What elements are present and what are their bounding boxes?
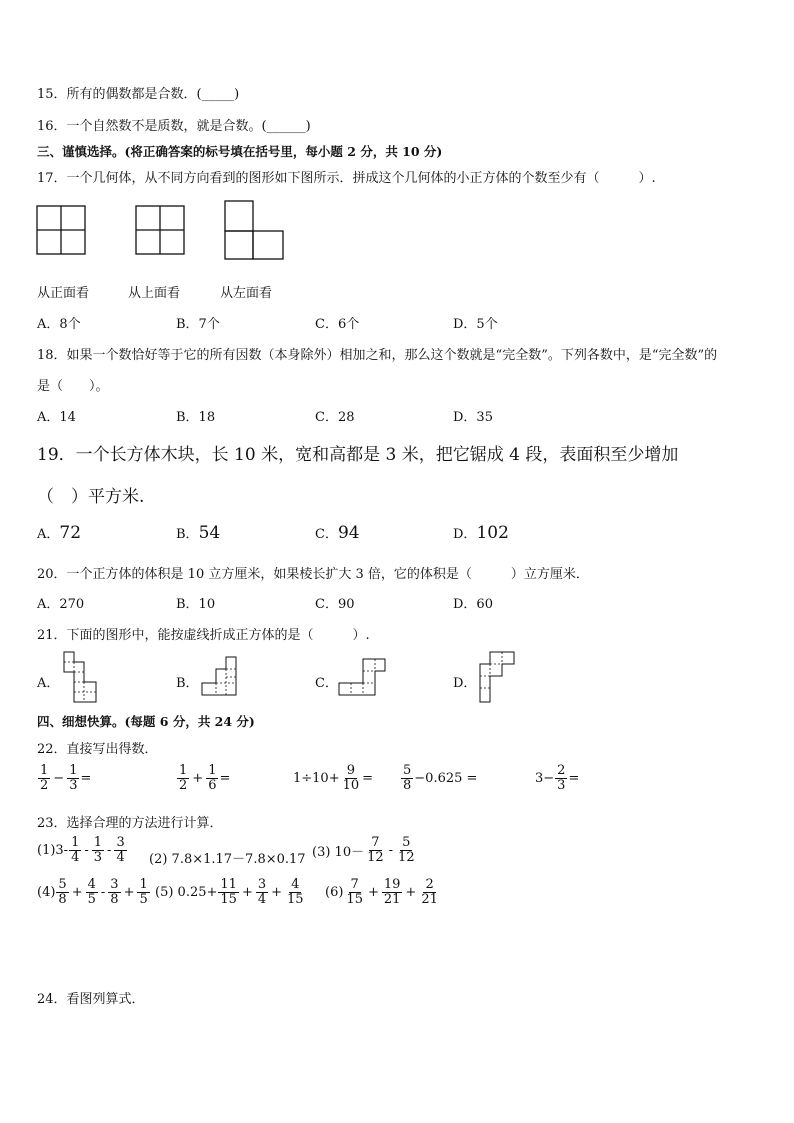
denominator: 3 (69, 777, 78, 793)
operator: - (388, 842, 394, 858)
operator: + (71, 884, 83, 900)
denominator: 4 (71, 849, 80, 865)
q20-option-a[interactable]: A．270 (37, 597, 85, 612)
prefix: (3) 10－ (312, 844, 365, 860)
question-21: 21．下面的图形中，能按虚线折成正方体的是（ ）. (37, 628, 370, 643)
q20-option-c[interactable]: C．90 (315, 597, 355, 612)
q17-option-c[interactable]: C．6个 (315, 317, 360, 332)
q21-option-b-label[interactable]: B． (176, 676, 199, 691)
q19-option-c-value: 94 (337, 523, 360, 543)
denominator: 12 (367, 849, 384, 865)
left-view-figure (224, 200, 286, 262)
numerator: 19 (383, 877, 401, 892)
q20-option-d[interactable]: D．60 (453, 597, 493, 612)
q18-option-b[interactable]: B．18 (176, 410, 216, 425)
prefix: (5) 0.25+ (155, 884, 218, 900)
operator: + (241, 884, 253, 900)
question-18-line2: 是（ ）。 (37, 379, 109, 394)
q19-option-b-label: B． (176, 527, 199, 542)
numerator: 5 (403, 763, 412, 778)
question-16: 16．一个自然数不是质数，就是合数。(______) (37, 119, 311, 134)
prefix: 3− (535, 770, 555, 786)
q23-problem-1 (37, 836, 128, 864)
q22-expression-3 (293, 764, 373, 792)
denominator: 8 (110, 891, 119, 907)
q22-expression-4 (400, 764, 477, 792)
numerator: 11 (220, 877, 237, 892)
denominator: 15 (346, 891, 363, 907)
numerator: 7 (350, 877, 359, 892)
numerator: 1 (179, 763, 188, 778)
question-19-line1: 19．一个长方体木块，长 10 米，宽和高都是 3 米，把它锯成 4 段，表面积至少增加 (37, 445, 679, 465)
label-front-view: 从正面看 (37, 286, 90, 301)
q23-problem-5 (155, 878, 307, 906)
numerator: 2 (425, 877, 434, 892)
q19-option-d-label: D． (453, 527, 477, 542)
q19-option-a[interactable] (37, 523, 81, 543)
equals: = (568, 770, 580, 786)
numerator: 1 (40, 763, 49, 778)
q17-option-d[interactable]: D．5个 (453, 317, 498, 332)
numerator: 1 (69, 763, 78, 778)
operator: + (405, 884, 417, 900)
numerator: 1 (93, 835, 103, 850)
question-20: 20．一个正方体的体积是 10 立方厘米，如果棱长扩大 3 倍，它的体积是（ ）立方厘米． (37, 567, 589, 582)
numerator: 9 (346, 763, 356, 778)
operator: - (100, 884, 106, 900)
operator: + (271, 884, 283, 900)
q19-option-a-value: 72 (59, 523, 82, 543)
net-figure-b[interactable] (200, 655, 242, 699)
denominator: 2 (179, 777, 188, 793)
q22-expression-2 (176, 764, 230, 792)
suffix: −0.625 = (414, 770, 478, 786)
question-18-line1: 18．如果一个数恰好等于它的所有因数（本身除外）相加之和，那么这个数就是“完全数”。下列各数中，是“完全数”的 (37, 348, 718, 363)
q19-option-a-label: A． (37, 527, 60, 542)
section-3-heading: 三、谨慎选择。(将正确答案的标号填在括号里，每小题 2 分，共 10 分) (37, 144, 443, 159)
denominator: 15 (287, 891, 304, 907)
section-4-heading: 四、细想快算。(每题 6 分，共 24 分) (37, 714, 255, 729)
q19-option-c-label: C． (315, 527, 338, 542)
operator: - (107, 842, 112, 858)
prefix: 1÷10+ (293, 770, 340, 786)
question-22: 22．直接写出得数． (37, 742, 158, 757)
equals: = (362, 770, 374, 786)
q19-option-b-value: 54 (198, 523, 221, 543)
prefix: (4) (37, 884, 56, 900)
top-view-figure (135, 205, 187, 257)
q20-option-b[interactable]: B．10 (176, 597, 216, 612)
question-23: 23．选择合理的方法进行计算． (37, 816, 223, 831)
numerator: 1 (208, 763, 217, 778)
denominator: 4 (116, 849, 125, 865)
q21-option-a-label[interactable]: A． (37, 676, 60, 691)
q23-problem-4 (37, 878, 151, 906)
net-figure-d[interactable] (476, 650, 518, 706)
net-figure-a[interactable] (60, 650, 102, 706)
denominator: 2 (40, 777, 49, 793)
numerator: 1 (139, 877, 148, 892)
numerator: 4 (291, 877, 300, 892)
operator: - (84, 842, 89, 858)
q19-option-b[interactable] (176, 523, 220, 543)
denominator: 3 (557, 777, 566, 793)
numerator: 4 (87, 877, 96, 892)
question-15: 15．所有的偶数都是合数．(_____) (37, 87, 240, 102)
denominator: 5 (87, 891, 96, 907)
q22-expression-1 (37, 764, 91, 792)
q18-option-c[interactable]: C．28 (315, 410, 355, 425)
denominator: 4 (257, 891, 267, 907)
q23-problem-3 (312, 836, 418, 864)
numerator: 7 (371, 835, 380, 850)
net-figure-c[interactable] (337, 655, 389, 699)
question-19-line2: （ ）平方米. (37, 487, 145, 507)
operator: + (192, 770, 204, 786)
equals: = (80, 770, 92, 786)
numerator: 3 (257, 877, 267, 892)
denominator: 5 (139, 891, 148, 907)
denominator: 15 (220, 891, 237, 907)
q21-option-d-label[interactable]: D． (453, 676, 477, 691)
denominator: 12 (398, 849, 415, 865)
q18-option-a[interactable]: A．14 (37, 410, 76, 425)
q22-expression-5 (535, 764, 579, 792)
q23-problem-2: (2) 7.8×1.17－7.8×0.17 (149, 852, 306, 867)
q23-problem-6 (325, 878, 441, 906)
denominator: 8 (403, 777, 412, 793)
q19-option-c[interactable] (315, 523, 360, 543)
numerator: 2 (557, 763, 566, 778)
question-17: 17．一个几何体，从不同方向看到的图形如下图所示．拼成这个几何体的小正方体的个数至少有（ ）. (37, 171, 656, 186)
denominator: 3 (93, 849, 103, 865)
q19-option-d[interactable] (453, 523, 509, 543)
q17-option-a[interactable]: A．8个 (37, 317, 81, 332)
numerator: 5 (58, 877, 67, 892)
numerator: 5 (402, 835, 411, 850)
denominator: 6 (208, 777, 217, 793)
label-left-view: 从左面看 (220, 286, 273, 301)
operator: + (367, 884, 379, 900)
label-top-view: 从上面看 (128, 286, 181, 301)
numerator: 1 (71, 835, 80, 850)
denominator: 8 (58, 891, 67, 907)
q17-option-b[interactable]: B．7个 (176, 317, 220, 332)
numerator: 3 (116, 835, 125, 850)
equals: = (219, 770, 231, 786)
q19-option-d-value: 102 (476, 523, 509, 543)
question-24: 24．看图列算式． (37, 992, 145, 1007)
numerator: 3 (110, 877, 119, 892)
denominator: 10 (342, 777, 360, 793)
front-view-figure (36, 205, 88, 257)
denominator: 21 (421, 891, 438, 907)
prefix: (1)3- (37, 842, 69, 858)
q18-option-d[interactable]: D．35 (453, 410, 493, 425)
denominator: 21 (383, 891, 401, 907)
operator: − (53, 770, 65, 786)
operator: + (123, 884, 135, 900)
prefix: (6) (325, 884, 344, 900)
q21-option-c-label[interactable]: C． (315, 676, 338, 691)
